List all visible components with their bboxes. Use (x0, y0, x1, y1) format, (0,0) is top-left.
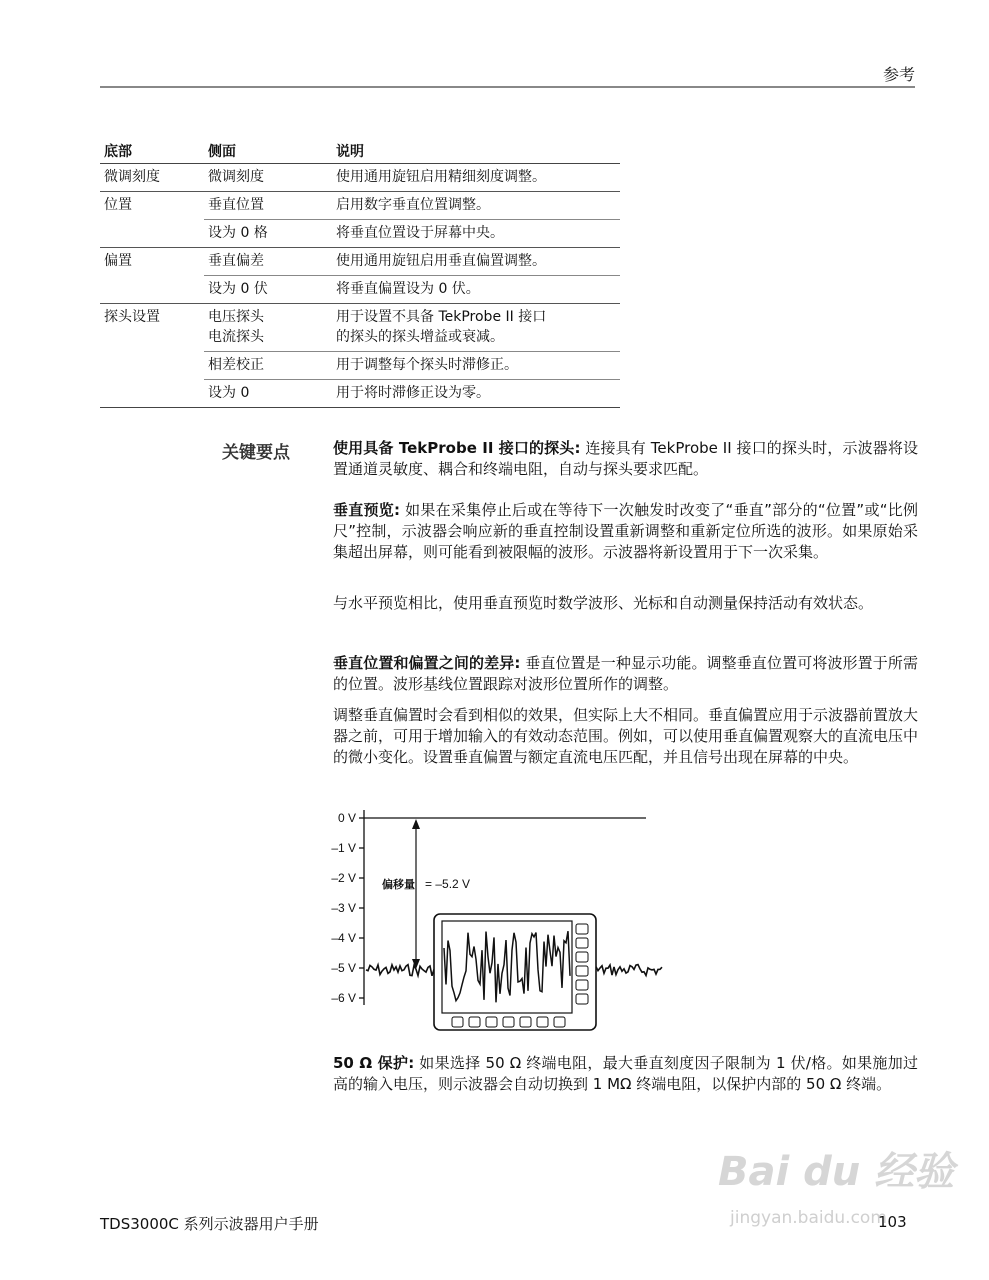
y-ticks (359, 818, 364, 998)
paragraph-body: 调整垂直偏置时会看到相似的效果，但实际上大不相同。垂直偏置应用于示波器前置放大器之前，可用于增加输入的有效动态范围。例如，可以使用垂直偏置观察大的直流电压中的微小变化。设置垂直偏置与额定直流电压匹配，并且信号出现在屏幕的中央。 (333, 706, 919, 766)
table-row (100, 192, 620, 220)
paragraph-body: 与水平预览相比，使用垂直预览时数学波形、光标和自动测量保持活动有效状态。 (333, 594, 874, 612)
paragraph-body: 垂直位置是一种显示功能。调整垂直位置可将波形置于所需的位置。波形基线位置跟踪对波形位置所作的调整。 (333, 654, 919, 693)
table-row (100, 220, 620, 248)
table-cell: 微调刻度 (208, 169, 264, 185)
col-header-description: 说明 (332, 139, 620, 164)
table-cell: 微调刻度 (104, 169, 160, 185)
paragraph-position-vs-offset (333, 653, 918, 695)
side-button-icon (576, 924, 588, 934)
cell-text: 的探头的探头增益或衰减。 (336, 329, 504, 345)
signal-trace-left (366, 965, 434, 976)
bottom-button-icon (520, 1017, 531, 1027)
table-cell: 启用数字垂直位置调整。 (332, 192, 620, 220)
paragraph-title: 使用具备 TekProbe II 接口的探头: (333, 439, 581, 457)
page-number: 103 (878, 1213, 907, 1231)
bottom-button-icon (503, 1017, 514, 1027)
paragraph-body: 如果选择 50 Ω 终端电阻，最大垂直刻度因子限制为 1 伏/格。如果施加过高的输入电压，则示波器会自动切换到 1 MΩ 终端电阻，以保护内部的 50 Ω 终端。 (333, 1054, 918, 1093)
table-cell: 位置 (100, 192, 204, 220)
table-cell: 设为 0 伏 (204, 276, 332, 304)
section-label: 关键要点 (222, 443, 290, 463)
bottom-button-icon (486, 1017, 497, 1027)
cell-text: 用于设置不具备 TekProbe II 接口 (336, 309, 547, 325)
running-header: 参考 (882, 65, 915, 84)
paragraph-title: 垂直预览: (333, 501, 401, 519)
watermark-logo: Bai du 经验 (718, 1149, 955, 1195)
y-label-0v: 0 V (337, 811, 356, 825)
footer-title: TDS3000C 系列示波器用户手册 (100, 1215, 319, 1233)
table-cell (100, 352, 204, 380)
table-cell (100, 380, 204, 408)
paragraph-title: 50 Ω 保护: (333, 1054, 415, 1072)
y-label-2v: –2 V (331, 871, 356, 885)
bottom-button-icon (469, 1017, 480, 1027)
table-header-row (100, 139, 620, 164)
table-cell: 使用通用旋钮启用垂直偏置调整。 (332, 248, 620, 276)
watermark-url: jingyan.baidu.com (730, 1208, 887, 1228)
table-cell (100, 304, 204, 352)
paragraph-body: 连接具有 TekProbe II 接口的探头时，示波器将设置通道灵敏度、耦合和终端电阻，自动与探头要求匹配。 (333, 439, 919, 478)
table-cell: 用于将时滞修正设为零。 (332, 380, 620, 408)
table-cell (332, 304, 620, 352)
y-label-3v: –3 V (331, 901, 356, 915)
y-label-5v: –5 V (331, 961, 356, 975)
menu-table (100, 139, 620, 408)
table-cell: 将垂直偏置设为 0 伏。 (332, 276, 620, 304)
bottom-button-icon (452, 1017, 463, 1027)
paragraph-50-ohm (333, 1053, 918, 1095)
offset-value: = –5.2 V (425, 877, 471, 891)
side-button-icon (576, 952, 588, 962)
paragraph-tekprobe (333, 438, 918, 480)
y-label-1v: –1 V (331, 841, 356, 855)
table-cell: 使用通用旋钮启用精细刻度调整。 (336, 169, 546, 185)
y-label-4v: –4 V (331, 931, 356, 945)
bottom-button-icon (554, 1017, 565, 1027)
table-cell (100, 276, 204, 304)
paragraph-offset-detail (333, 705, 918, 768)
table-cell: 用于调整每个探头时滞修正。 (332, 352, 620, 380)
table-row (100, 304, 620, 352)
cell-text: 探头设置 (104, 309, 160, 325)
cell-text: 电压探头 (208, 309, 264, 325)
side-button-icon (576, 980, 588, 990)
table-cell (204, 304, 332, 352)
col-header-bottom: 底部 (100, 139, 204, 164)
oscilloscope-bottom-buttons (452, 1017, 565, 1027)
signal-trace-right (596, 965, 662, 976)
table-row (100, 248, 620, 276)
bottom-button-icon (537, 1017, 548, 1027)
paragraph-preview-compare (333, 593, 918, 614)
table-row (100, 276, 620, 304)
col-header-side: 侧面 (204, 139, 332, 164)
paragraph-vertical-preview (333, 500, 918, 563)
table-cell: 垂直位置 (204, 192, 332, 220)
table-row (100, 164, 620, 192)
table-row (100, 352, 620, 380)
paragraph-title: 垂直位置和偏置之间的差异: (333, 654, 521, 672)
offset-diagram (330, 800, 670, 1040)
table-cell: 设为 0 (204, 380, 332, 408)
side-button-icon (576, 994, 588, 1004)
table-row (100, 380, 620, 408)
cell-text: 电流探头 (208, 329, 264, 345)
header-rule (100, 86, 915, 88)
side-button-icon (576, 938, 588, 948)
y-label-6v: –6 V (331, 991, 356, 1005)
offset-label: 偏移量 (382, 879, 415, 891)
table-cell: 相差校正 (204, 352, 332, 380)
table-cell: 垂直偏差 (204, 248, 332, 276)
table-cell: 偏置 (100, 248, 204, 276)
side-button-icon (576, 966, 588, 976)
table-cell (100, 220, 204, 248)
table-cell: 将垂直位置设于屏幕中央。 (332, 220, 620, 248)
table-cell: 设为 0 格 (204, 220, 332, 248)
paragraph-body: 如果在采集停止后或在等待下一次触发时改变了“垂直”部分的“位置”或“比例尺”控制，示波器会响应新的垂直控制设置重新调整和重新定位所选的波形。如果原始采集超出屏幕，则可能看到被限幅的波形。示波器将新设置用于下一次采集。 (333, 501, 918, 561)
offset-arrow-head-up (412, 819, 420, 829)
